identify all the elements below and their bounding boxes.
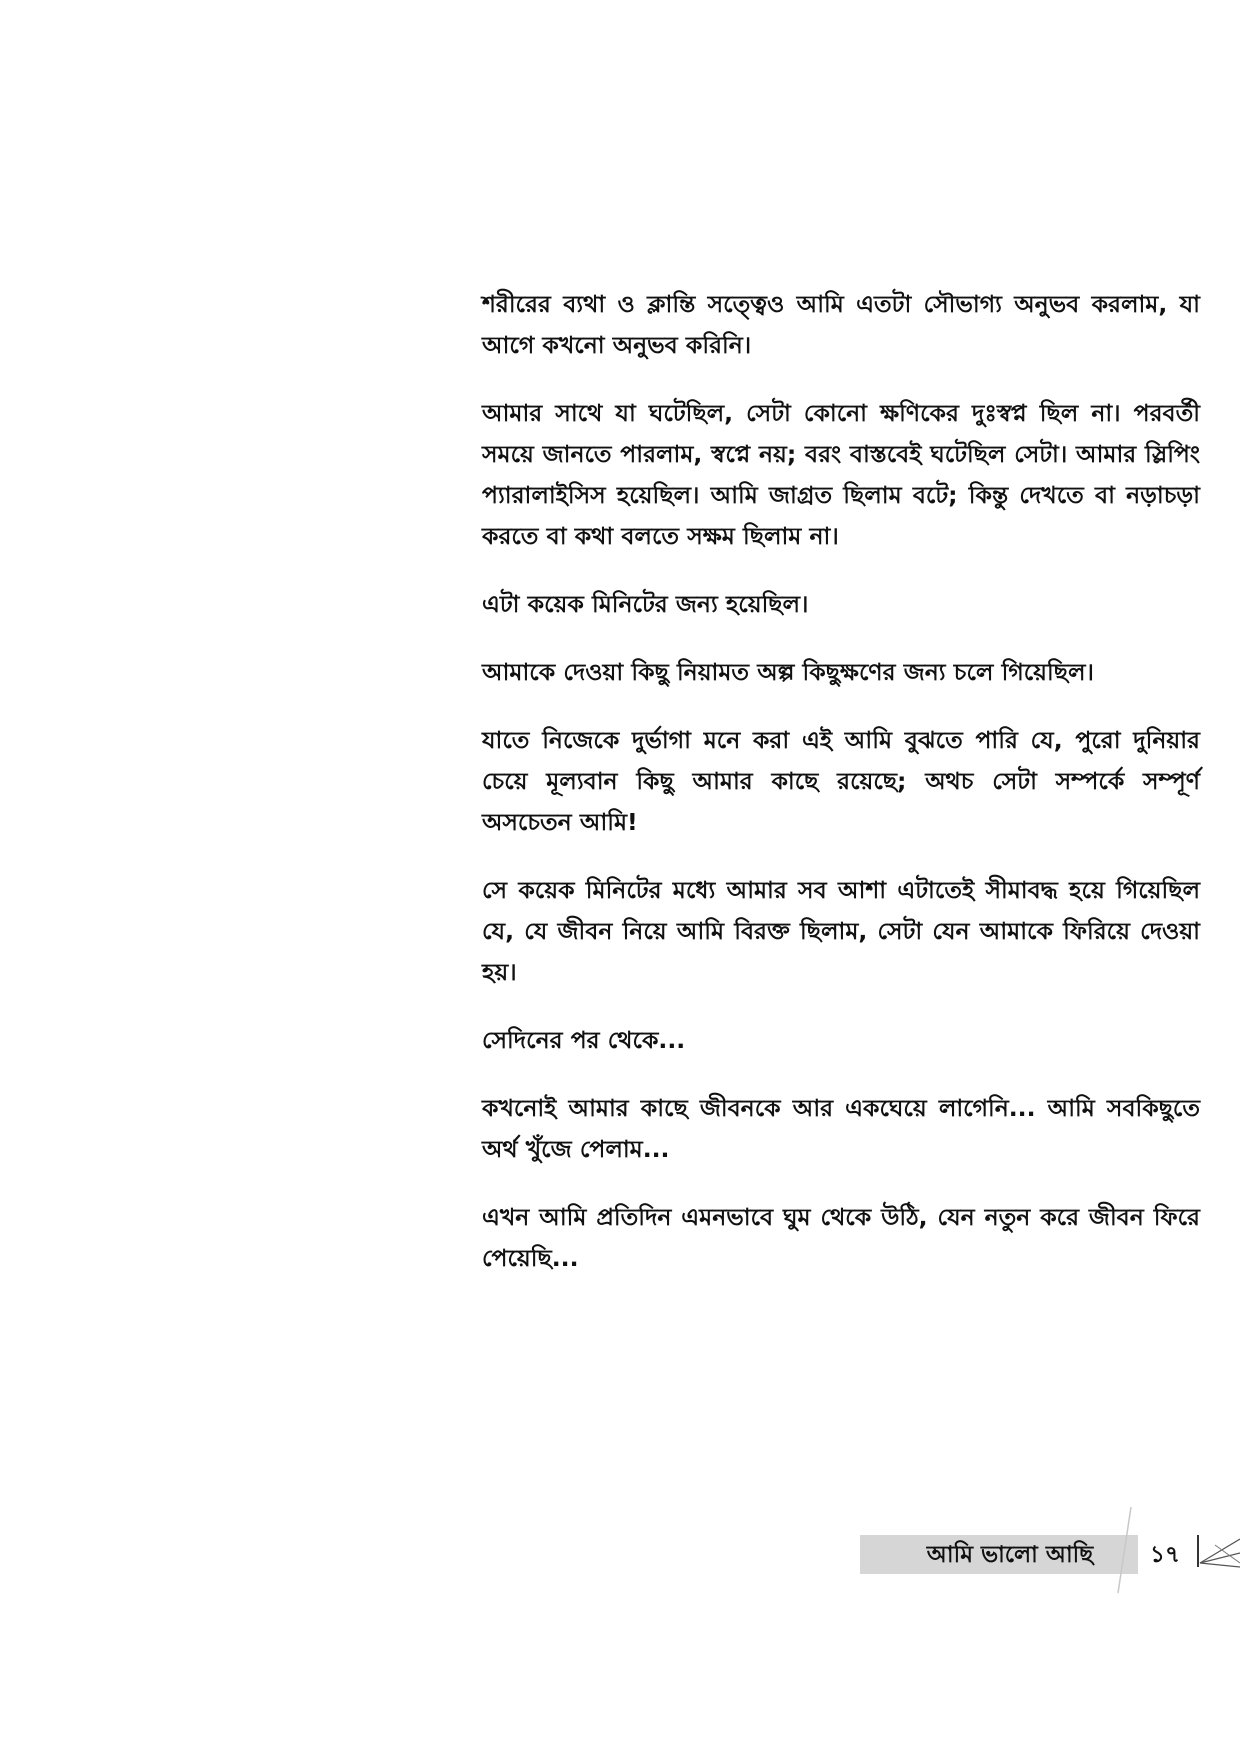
page-number: ১৭ — [1150, 1542, 1180, 1568]
paragraph-7: সেদিনের পর থেকে... — [482, 1026, 686, 1054]
footer-decoration — [1115, 1505, 1240, 1595]
running-title: আমি ভালো আছি — [926, 1542, 1094, 1568]
body-text — [482, 284, 1200, 1306]
paragraph-5: যাতে নিজেকে দুর্ভাগা মনে করা এই আমি বুঝতে পারি যে, পুরো দুনিয়ার চেয়ে মূল্যবান কিছু আমার কাছে রয়েছে; অথচ সেটা সম্পর্কে সম্পূর্ণ অসচেতন আমি! — [482, 726, 1200, 836]
paragraph-6: সে কয়েক মিনিটের মধ্যে আমার সব আশা এটাতেই সীমাবদ্ধ হয়ে গিয়েছিল যে, যে জীবন নিয়ে আমি বিরক্ত ছিলাম, সেটা যেন আমাকে ফিরিয়ে দেওয়া হয়। — [482, 876, 1200, 986]
paragraph-1: শরীরের ব্যথা ও ক্লান্তি সত্ত্বেও আমি এতটা সৌভাগ্য অনুভব করলাম, যা আগে কখনো অনুভব করিনি। — [482, 290, 1200, 359]
paragraph-3: এটা কয়েক মিনিটের জন্য হয়েছিল। — [482, 590, 809, 618]
paragraph-8: কখনোই আমার কাছে জীবনকে আর একঘেয়ে লাগেনি... আমি সবকিছুতে অর্থ খুঁজে পেলাম... — [482, 1094, 1200, 1163]
paragraph-9: এখন আমি প্রতিদিন এমনভাবে ঘুম থেকে উঠি, যেন নতুন করে জীবন ফিরে পেয়েছি... — [482, 1203, 1200, 1272]
paragraph-4: আমাকে দেওয়া কিছু নিয়ামত অল্প কিছুক্ষণের জন্য চলে গিয়েছিল। — [482, 658, 1094, 686]
paragraph-2: আমার সাথে যা ঘটেছিল, সেটা কোনো ক্ষণিকের দুঃস্বপ্ন ছিল না। পরবর্তী সময়ে জানতে পারলাম, স্বপ্নে নয়; বরং বাস্তবেই ঘটেছিল সেটা। আমার স্লিপিং প্যারালাইসিস হয়েছিল। আমি জাগ্রত ছিলাম বটে; কিন্তু দেখতে বা নড়াচড়া করতে বা কথা বলতে সক্ষম ছিলাম না। — [482, 399, 1200, 550]
